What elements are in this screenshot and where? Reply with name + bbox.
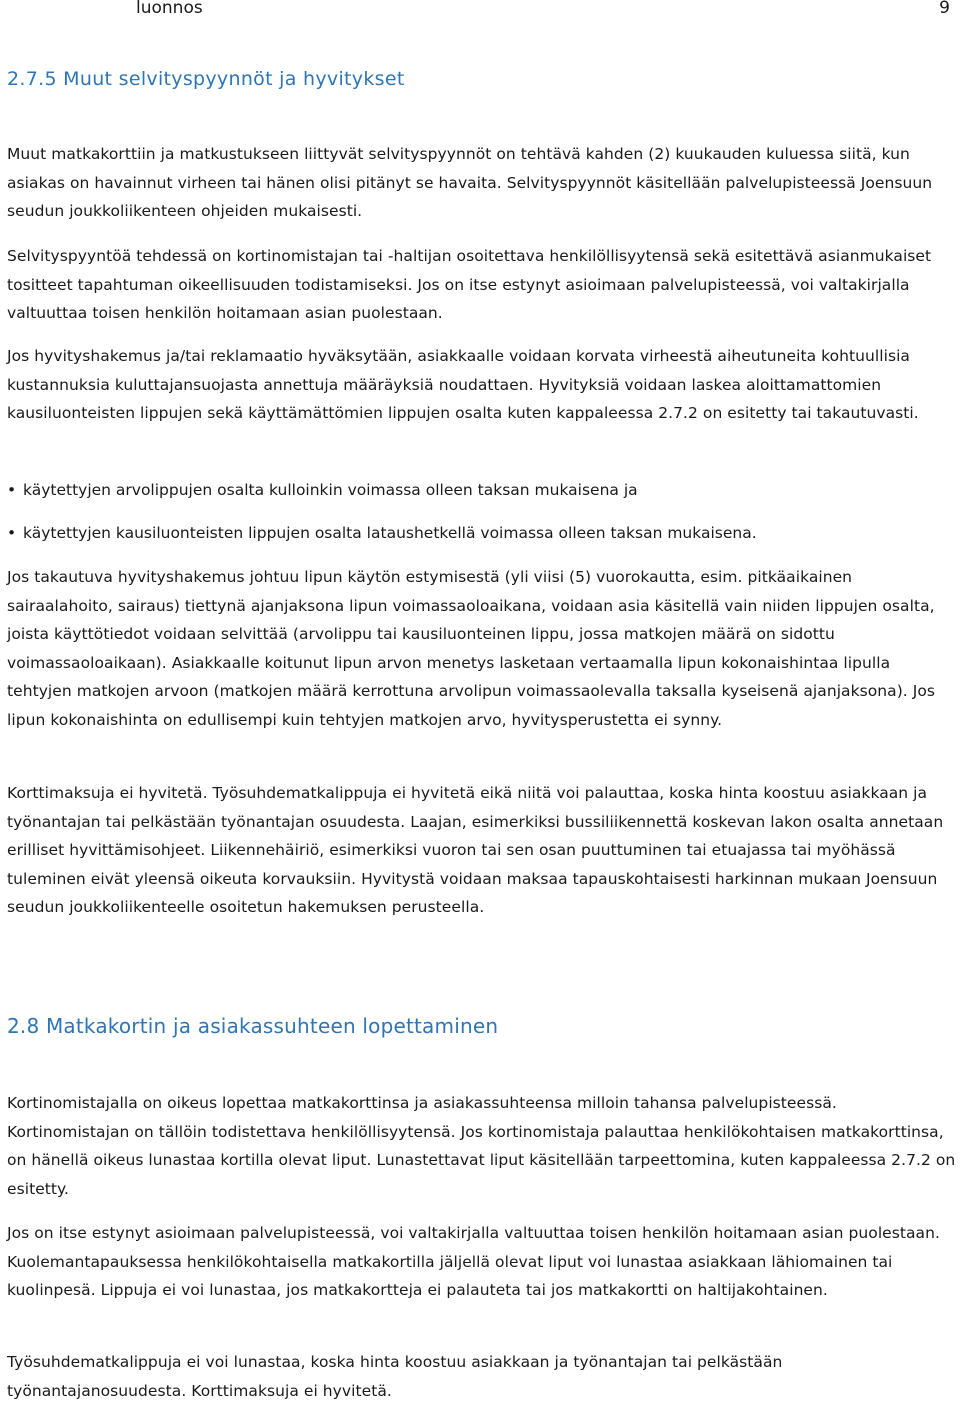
paragraph: Jos on itse estynyt asioimaan palvelupisteessä, voi valtakirjalla valtuuttaa toisen henkilön hoitamaan asian puolestaan. Kuolemantapauksessa henkilökohtaisella matkakortilla jäljellä olevat liput voi lunastaa asiakkaan lähiomainen tai kuolinpesä. Lippuja ei voi lunastaa, jos matkakortteja ei palauteta tai jos matkakortti on haltijakohtainen. <box>7 1224 940 1300</box>
list-item-text: käytettyjen arvolippujen osalta kulloinkin voimassa olleen taksan mukaisena ja <box>23 481 638 499</box>
list-item <box>7 519 959 548</box>
paragraph: Jos takautuva hyvityshakemus johtuu lipun käytön estymisestä (yli viisi (5) vuorokautta, esim. pitkäaikainen sairaalahoito, sairaus) tiettynä ajanjaksona lipun voimassaoloaikana, voidaan asia käsitellä vain niiden lippujen osalta, joista käyttötiedot voidaan selvittää (arvolippu tai kausiluonteinen lippu, jossa matkojen määrä on sidottu voimassaoloaikaan). Asiakkaalle koitunut lipun arvon menetys lasketaan vertaamalla lipun kokonaishintaa lipulla tehtyjen matkojen arvoon (matkojen määrä kerrottuna arvolipun voimassaolevalla taksalla kyseisenä ajanjaksona). Jos lipun kokonaishinta on edullisempi kuin tehtyjen matkojen arvo, hyvitysperustetta ei synny. <box>7 568 936 729</box>
paragraph: Selvityspyyntöä tehdessä on kortinomistajan tai -haltijan osoitettava henkilöllisyytensä sekä esitettävä asianmukaiset tositteet tapahtuman oikeellisuuden todistamiseksi. Jos on itse estynyt asioimaan palvelupisteessä, voi valtakirjalla valtuuttaa toisen henkilön hoitamaan asian puolestaan. <box>7 247 932 323</box>
paragraph: Työsuhdematkalippuja ei voi lunastaa, koska hinta koostuu asiakkaan ja työnantajan tai pelkästään työnantajanosuudesta. Korttimaksuja ei hyvitetä. <box>7 1353 783 1400</box>
list-item <box>7 476 959 505</box>
paragraph: Muut matkakorttiin ja matkustukseen liittyvät selvityspyynnöt on tehtävä kahden (2) kuukauden kuluessa siitä, kun asiakas on havainnut virheen tai hänen olisi pitänyt se havaita. Selvityspyynnöt käsitellään palvelupisteessä Joensuun seudun joukkoliikenteen ohjeiden mukaisesti. <box>7 145 933 221</box>
bullet-icon: • <box>7 481 17 499</box>
section-heading-2-7-5: 2.7.5 Muut selvityspyynnöt ja hyvitykset <box>7 68 405 90</box>
list-item-text: käytettyjen kausiluonteisten lippujen osalta lataushetkellä voimassa olleen taksan mukaisena. <box>23 524 757 542</box>
paragraph: Jos hyvityshakemus ja/tai reklamaatio hyväksytään, asiakkaalle voidaan korvata virheestä aiheutuneita kohtuullisia kustannuksia kuluttajansuojasta annettuja määräyksiä noudattaen. Hyvityksiä voidaan laskea aloittamattomien kausiluonteisten lippujen sekä käyttämättömien lippujen osalta kuten kappaleessa 2.7.2 on esitetty tai takautuvasti. <box>7 347 919 423</box>
paragraph: Korttimaksuja ei hyvitetä. Työsuhdematkalippuja ei hyvitetä eikä niitä voi palauttaa, koska hinta koostuu asiakkaan ja työnantajan tai pelkästään työnantajan osuudesta. Laajan, esimerkiksi bussiliikennettä koskevan lakon osalta annetaan erilliset hyvittämisohjeet. Liikennehäiriö, esimerkiksi vuoron tai sen osan puuttuminen tai etuajassa tai myöhässä tuleminen eivät yleensä oikeuta korvauksiin. Hyvitystä voidaan maksaa tapauskohtaisesti harkinnan mukaan Joensuun seudun joukkoliikenteelle osoitetun hakemuksen perusteella. <box>7 784 944 917</box>
paragraph: Kortinomistajalla on oikeus lopettaa matkakorttinsa ja asiakassuhteensa milloin tahansa palvelupisteessä. Kortinomistajan on tällöin todistettava henkilöllisyytensä. Jos kortinomistaja palauttaa henkilökohtaisen matkakorttinsa, on hänellä oikeus lunastaa kortilla olevat liput. Lunastettavat liput käsitellään tarpeettomina, kuten kappaleessa 2.7.2 on esitetty. <box>7 1094 956 1198</box>
draft-label: luonnos <box>136 0 203 18</box>
running-header <box>0 0 960 21</box>
section-heading-2-8: 2.8 Matkakortin ja asiakassuhteen lopettaminen <box>7 1014 499 1038</box>
page-number: 9 <box>939 0 950 18</box>
bullet-icon: • <box>7 524 17 542</box>
